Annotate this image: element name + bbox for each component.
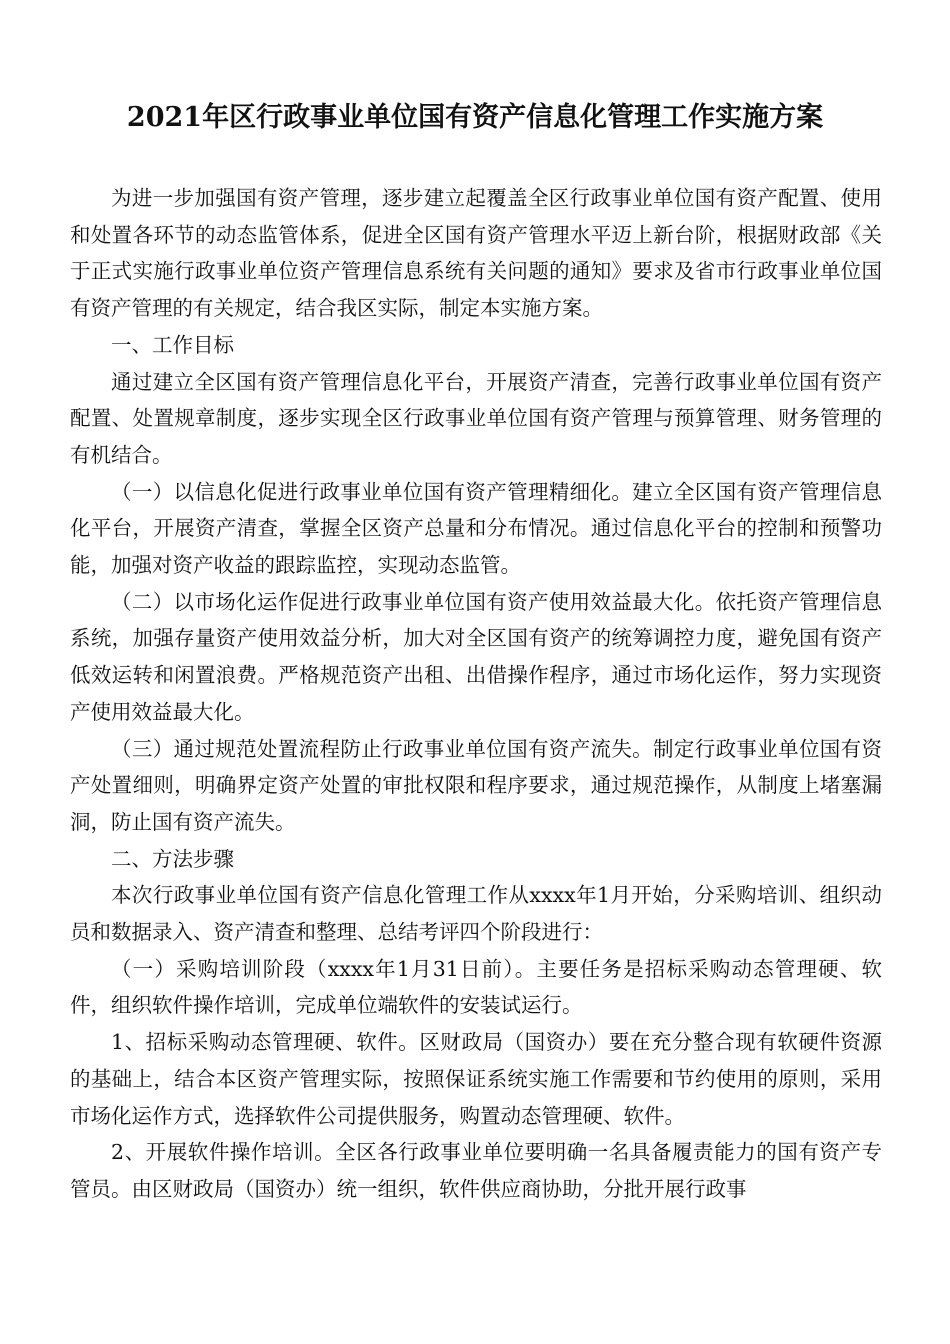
step-subitem-2: 2、开展软件操作培训。全区各行政事业单位要明确一名具备履责能力的国有资产专管员。由区财政局（国资办）统一组织，软件供应商协助，分批开展行政事 — [70, 1140, 882, 1201]
goals-paragraph: 通过建立全区国有资产管理信息化平台，开展资产清查，完善行政事业单位国有资产配置、处置规章制度，逐步实现全区行政事业单位国有资产管理与预算管理、财务管理的有机结合。 — [70, 369, 882, 467]
goal-item-3: （三）通过规范处置流程防止行政事业单位国有资产流失。制定行政事业单位国有资产处置细则，明确界定资产处置的审批权限和程序要求，通过规范操作，从制度上堵塞漏洞，防止国有资产流失。 — [70, 736, 882, 834]
document-title: 2021年区行政事业单位国有资产信息化管理工作实施方案 — [126, 102, 824, 133]
goal-item-1: （一）以信息化促进行政事业单位国有资产管理精细化。建立全区国有资产管理信息化平台，开展资产清查，掌握全区资产总量和分布情况。通过信息化平台的控制和预警功能，加强对资产收益的跟踪监控，实现动态监管。 — [70, 479, 882, 578]
section-heading-steps: 二、方法步骤 — [111, 846, 234, 871]
document-body — [70, 180, 882, 1208]
step-subitem-1: 1、招标采购动态管理硬、软件。区财政局（国资办）要在充分整合现有软硬件资源的基础上，结合本区资产管理实际，按照保证系统实施工作需要和节约使用的原则，采用市场化运作方式，选择软件公司提供服务，购置动态管理硬、软件。 — [70, 1030, 882, 1128]
steps-paragraph: 本次行政事业单位国有资产信息化管理工作从xxxx年1月开始，分采购培训、组织动员和数据录入、资产清查和整理、总结考评四个阶段进行： — [70, 883, 882, 945]
section-heading-goals: 一、工作目标 — [111, 332, 234, 357]
goal-item-2: （二）以市场化运作促进行政事业单位国有资产使用效益最大化。依托资产管理信息系统，加强存量资产使用效益分析，加大对全区国有资产的统筹调控力度，避免国有资产低效运转和闲置浪费。严格规范资产出租、出借操作程序，通过市场化运作，努力实现资产使用效益最大化。 — [70, 589, 882, 724]
step-item-1: （一）采购培训阶段（xxxx年1月31日前）。主要任务是招标采购动态管理硬、软件，组织软件操作培训，完成单位端软件的安装试运行。 — [70, 956, 882, 1018]
intro-paragraph: 为进一步加强国有资产管理，逐步建立起覆盖全区行政事业单位国有资产配置、使用和处置各环节的动态监管体系，促进全区国有资产管理水平迈上新台阶，根据财政部《关于正式实施行政事业单位资产管理信息系统有关问题的通知》要求及省市行政事业单位国有资产管理的有关规定，结合我区实际，制定本实施方案。 — [70, 186, 882, 321]
